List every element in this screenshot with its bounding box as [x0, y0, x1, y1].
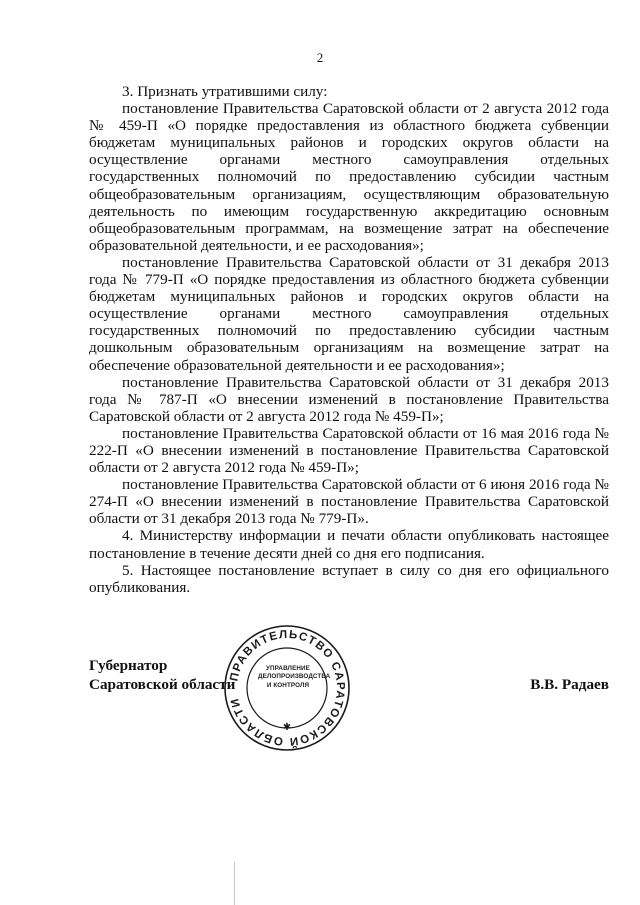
paragraph: постановление Правительства Саратовской области от 31 декабря 2013 года № 787-П «О внесении изменений в постановление Правительства Саратовской области от 2 августа 2012 года № 459-П»; — [89, 373, 609, 425]
seal-inner-text — [258, 665, 331, 690]
seal-line: И КОНТРОЛЯ — [266, 681, 310, 689]
seal-line: ДЕЛОПРОИЗВОДСТВА — [258, 673, 331, 681]
signatory-title-line: Губернатор — [89, 657, 168, 674]
paragraph: 3. Признать утратившими силу: — [122, 83, 328, 100]
signatory-title-line: Саратовской области — [89, 676, 236, 693]
paragraph: постановление Правительства Саратовской области от 2 августа 2012 года № 459-П «О порядке предоставления из областного бюджета субвенции бюджетам муниципальных районов и городских округов области на осуществление органами местного самоуправления отдельных государственных полномочий по предоставлению субсидии частным общеобразовательным организациям, осуществляющим образовательную деятельность по имеющим государственную аккредитацию основным общеобразовательным программам, на возмещение затрат на обеспечение образовательной деятельности, и ее расходования»; — [89, 100, 609, 254]
paragraph: 4. Министерству информации и печати области опубликовать настоящее постановление в течение десяти дней со дня его подписания. — [89, 527, 609, 562]
signatory-title — [89, 656, 235, 694]
seal-ring-text: ПРАВИТЕЛЬСТВО САРАТОВСКОЙ ОБЛАСТИ — [228, 628, 347, 748]
paragraph: постановление Правительства Саратовской области от 6 июня 2016 года № 274-П «О внесении изменений в постановление Правительства Саратовской области от 31 декабря 2013 года № 779-П». — [89, 476, 609, 528]
scan-artifact-line — [234, 862, 235, 905]
paragraph: 5. Настоящее постановление вступает в силу со дня его официального опубликования. — [89, 561, 609, 596]
paragraph: постановление Правительства Саратовской области от 31 декабря 2013 года № 779-П «О порядке предоставления из областного бюджета субвенции бюджетам муниципальных районов и городских округов области на осуществление органами местного самоуправления отдельных государственных полномочий по предоставлению субсидии частным дошкольным образовательным организациям на возмещение затрат на обеспечение образовательной деятельности и ее расходования»; — [89, 253, 609, 374]
paragraph: постановление Правительства Саратовской области от 16 мая 2016 года № 222-П «О внесении изменений в постановление Правительства Саратовской области от 2 августа 2012 года № 459-П»; — [89, 424, 609, 477]
seal-line: УПРАВЛЕНИЕ — [266, 665, 310, 672]
seal-star-icon: ✱ — [282, 722, 292, 733]
page-number: 2 — [316, 50, 324, 65]
signatory-name: В.В. Радаев — [530, 676, 609, 693]
document-body — [89, 83, 609, 596]
